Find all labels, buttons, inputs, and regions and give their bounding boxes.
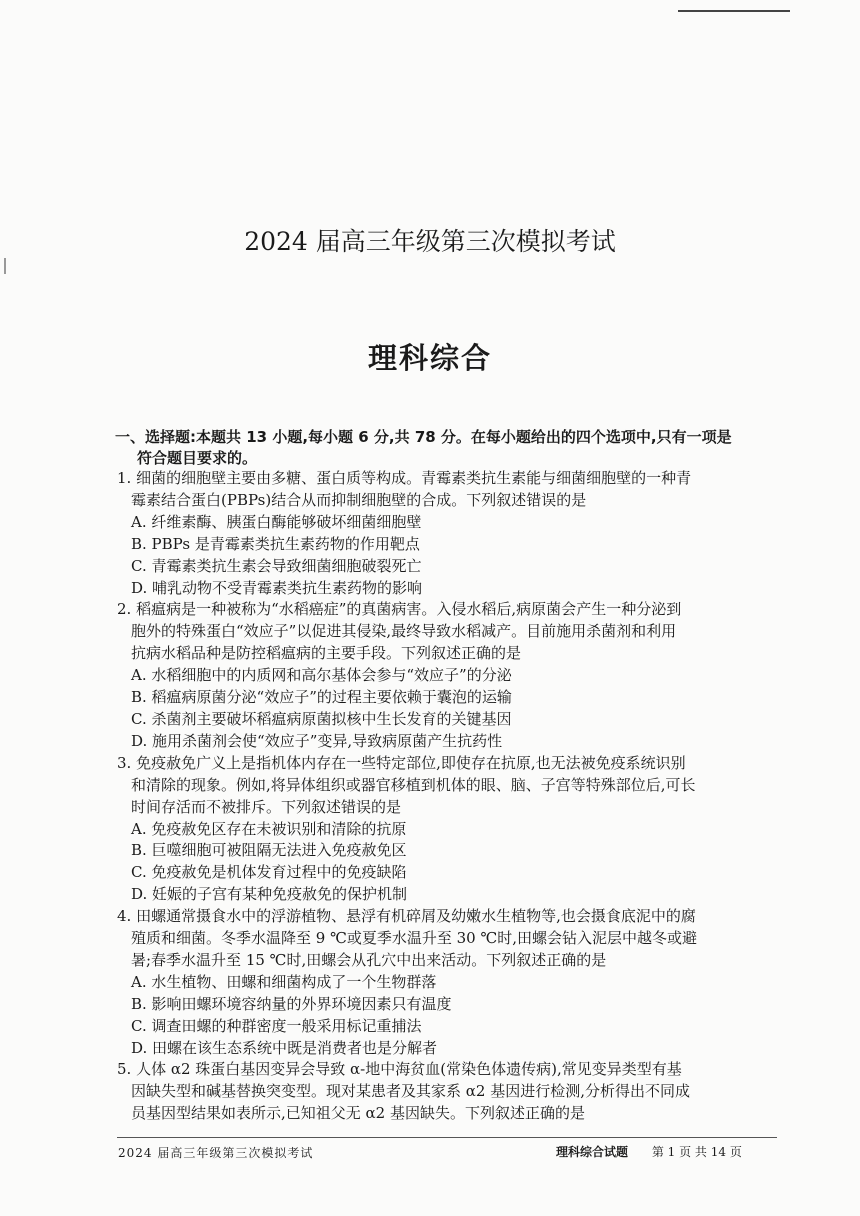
question-stem-line: 3. 免疫赦免广义上是指机体内存在一些特定部位,即使存在抗原,也无法被免疫系统识别 (117, 753, 686, 772)
question-stem-line: 1. 细菌的细胞壁主要由多糖、蛋白质等构成。青霉素类抗生素能与细菌细胞壁的一种青 (117, 469, 692, 487)
question-stem-line: 5. 人体 α2 珠蛋白基因变异会导致 α-地中海贫血(常染色体遗传病),常见变异类型有基 (117, 1060, 682, 1079)
question-option: A. 水生植物、田螺和细菌构成了一个生物群落 (131, 972, 437, 991)
question-option: A. 纤维素酶、胰蛋白酶能够破坏细菌细胞壁 (131, 512, 422, 531)
question-option: B. 巨噬细胞可被阻隔无法进入免疫赦免区 (131, 841, 407, 860)
question-option: B. 稻瘟病原菌分泌“效应子”的过程主要依赖于囊泡的运输 (131, 688, 512, 707)
footer-page-info (556, 1143, 742, 1160)
subject-title: 理科综合 (367, 341, 492, 375)
question-option: D. 田螺在该生态系统中既是消费者也是分解者 (131, 1038, 438, 1057)
question-option: C. 调查田螺的种群密度一般采用标记重捕法 (131, 1016, 422, 1035)
question-option: D. 哺乳动物不受青霉素类抗生素药物的影响 (131, 578, 423, 597)
question-stem-line: 殖质和细菌。冬季水温降至 9 ℃或夏季水温升至 30 ℃时,田螺会钻入泥层中越冬或避 (131, 929, 698, 948)
question-stem-line: 2. 稻瘟病是一种被称为“水稻癌症”的真菌病害。入侵水稻后,病原菌会产生一种分泌到 (117, 600, 682, 619)
margin-mark (4, 258, 6, 274)
question-stem-line: 胞外的特殊蛋白“效应子”以促进其侵染,最终导致水稻减产。目前施用杀菌剂和利用 (131, 622, 677, 641)
question-option: A. 水稻细胞中的内质网和高尔基体会参与“效应子”的分泌 (131, 666, 512, 685)
question-option: B. 影响田螺环境容纳量的外界环境因素只有温度 (131, 994, 452, 1013)
question-stem-line: 4. 田螺通常摄食水中的浮游植物、悬浮有机碎屑及幼嫩水生植物等,也会摄食底泥中的腐 (117, 907, 696, 926)
footer-exam-name: 2024 届高三年级第三次模拟考试 (118, 1146, 314, 1160)
footer-page-number: 第 1 页 共 14 页 (651, 1145, 742, 1159)
top-rule (678, 10, 790, 12)
question-stem-line: 和清除的现象。例如,将异体组织或器官移植到机体的眼、脑、子宫等特殊部位后,可长 (131, 775, 696, 794)
section-header (115, 427, 795, 469)
question-option: A. 免疫赦免区存在未被识别和清除的抗原 (131, 819, 407, 838)
section-header-line: 一、选择题:本题共 13 小题,每小题 6 分,共 78 分。在每小题给出的四个选项中,只有一项是 (115, 428, 732, 446)
question-stem-line: 抗病水稻品种是防控稻瘟病的主要手段。下列叙述正确的是 (131, 644, 522, 663)
question-option: D. 施用杀菌剂会使“效应子”变异,导致病原菌产生抗药性 (131, 731, 503, 750)
question-5 (117, 1059, 797, 1125)
question-option: C. 青霉素类抗生素会导致细菌细胞破裂死亡 (131, 556, 422, 575)
question-option: C. 杀菌剂主要破坏稻瘟病原菌拟核中生长发育的关键基因 (131, 709, 512, 728)
question-option: C. 免疫赦免是机体发育过程中的免疫缺陷 (131, 863, 407, 882)
question-4 (117, 906, 797, 1059)
question-option: B. PBPs 是青霉素类抗生素药物的作用靶点 (131, 534, 420, 553)
question-2 (117, 599, 797, 752)
question-stem-line: 员基因型结果如表所示,已知祖父无 α2 基因缺失。下列叙述正确的是 (131, 1104, 585, 1123)
question-3 (117, 753, 797, 906)
exam-title: 2024 届高三年级第三次模拟考试 (244, 227, 616, 256)
question-stem-line: 因缺失型和碱基替换突变型。现对某患者及其家系 α2 基因进行检测,分析得出不同成 (131, 1082, 690, 1101)
footer-subject: 理科综合试题 (556, 1145, 629, 1159)
question-stem-line: 暑;春季水温升至 15 ℃时,田螺会从孔穴中出来活动。下列叙述正确的是 (131, 950, 607, 969)
question-option: D. 妊娠的子宫有某种免疫赦免的保护机制 (131, 885, 408, 904)
question-list (117, 468, 797, 1125)
footer-rule (117, 1137, 777, 1138)
question-1 (117, 468, 797, 599)
section-header-line: 符合题目要求的。 (137, 449, 258, 467)
question-stem-line: 霉素结合蛋白(PBPs)结合从而抑制细胞壁的合成。下列叙述错误的是 (131, 490, 587, 509)
question-stem-line: 时间存活而不被排斥。下列叙述错误的是 (131, 797, 402, 816)
